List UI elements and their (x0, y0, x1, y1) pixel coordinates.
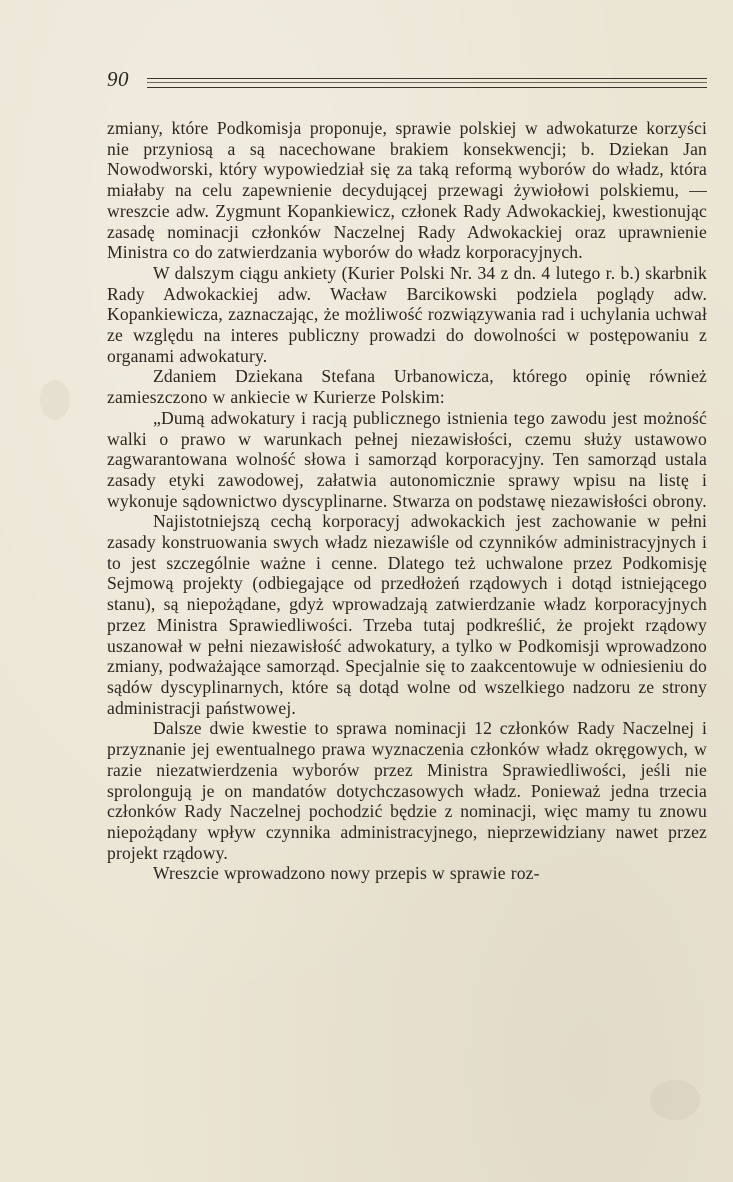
paragraph: Zdaniem Dziekana Stefana Urbanowicza, którego opinię również zamieszczono w ankiecie w Kurierze Polskim: (107, 366, 707, 408)
paragraph: W dalszym ciągu ankiety (Kurier Polski Nr. 34 z dn. 4 lutego r. b.) skarbnik Rady Adwokackiej adw. Wacław Barcikowski podziela poglądy adw. Kopankiewicza, zaznaczając, że możliwość rozwiązywania rad i uchylania uchwał ze względu na interes publiczny prowadzi do dowolności w postępowaniu z organami adwokatury. (107, 262, 707, 366)
paragraph: zmiany, które Podkomisja proponuje, sprawie polskiej w adwokaturze korzyści nie przyniosą a są nacechowane brakiem konsekwencji; b. Dziekan Jan Nowodworski, który wypowiedział się za taką reformą wyborów do władz, która miałaby na celu zapewnienie decydującej przewagi żywiołowi polskiemu, — wreszcie adw. Zygmunt Kopankiewicz, członek Rady Adwokackiej, kwestionując zasadę nominacji członków Naczelnej Rady Adwokackiej oraz uprawnienie Ministra co do zatwierdzania wyborów do władz korporacyjnych. (107, 118, 707, 263)
paragraph: Wreszcie wprowadzono nowy przepis w sprawie roz- (153, 863, 540, 884)
page-number: 90 (107, 67, 129, 91)
header-rule-middle-line (147, 82, 707, 83)
body-text (107, 118, 707, 884)
paper-stain (40, 380, 70, 420)
quoted-paragraph: Najistotniejszą cechą korporacyj adwokackich jest zachowanie w pełni zasady konstruowania swych władz niezawiśle od czynników administracyjnych i to jest szczególnie ważne i cenne. Dlatego też uchwalone przez Podkomisję Sejmową projekty (odbiegające od przedłożeń rządowych i dotąd istniejącego stanu), są niepożądane, gdyż wprowadzają zatwierdzanie władz korporacyjnych przez Ministra Sprawiedliwości. Trzeba tutaj podkreślić, że projekt rządowy uszanował w pełni niezawisłość adwokatury, a tylko w Podkomisji wprowadzono zmiany, podważające samorząd. Specjalnie się to zaakcentowuje w odniesieniu do sądów dyscyplinarnych, które są dotąd wolne od wszelkiego nadzoru ze strony administracji państwowej. (107, 511, 707, 718)
page-header (107, 66, 707, 96)
quoted-paragraph: Dalsze dwie kwestie to sprawa nominacji 12 członków Rady Naczelnej i przyznanie jej ewentualnego prawa wyznaczenia członków władz okręgowych, w razie niezatwierdzenia wyborów przez Ministra Sprawiedliwości, jeśli nie sprolongują je on mandatów dotychczasowych władz. Ponieważ jedna trzecia członków Rady Naczelnej pochodzić będzie z nominacji, więc mamy tu znowu niepożądany wpływ czynnika administracyjnego, nieprzewidziany nawet przez projekt rządowy. (107, 718, 707, 863)
quoted-paragraph: „Dumą adwokatury i racją publicznego istnienia tego zawodu jest możność walki o prawo w warunkach pełnej niezawisłości, czemu służy ustawowo zagwarantowana wolność słowa i samorząd korporacyjny. Ten samorząd ustala zasady etyki zawodowej, załatwia autonomicznie sprawy wpisu na listę i wykonuje sądownictwo dyscyplinarne. Stwarza on podstawę niezawisłości obrony. (107, 407, 707, 511)
header-rule (147, 78, 707, 88)
paper-stain (650, 1080, 700, 1120)
